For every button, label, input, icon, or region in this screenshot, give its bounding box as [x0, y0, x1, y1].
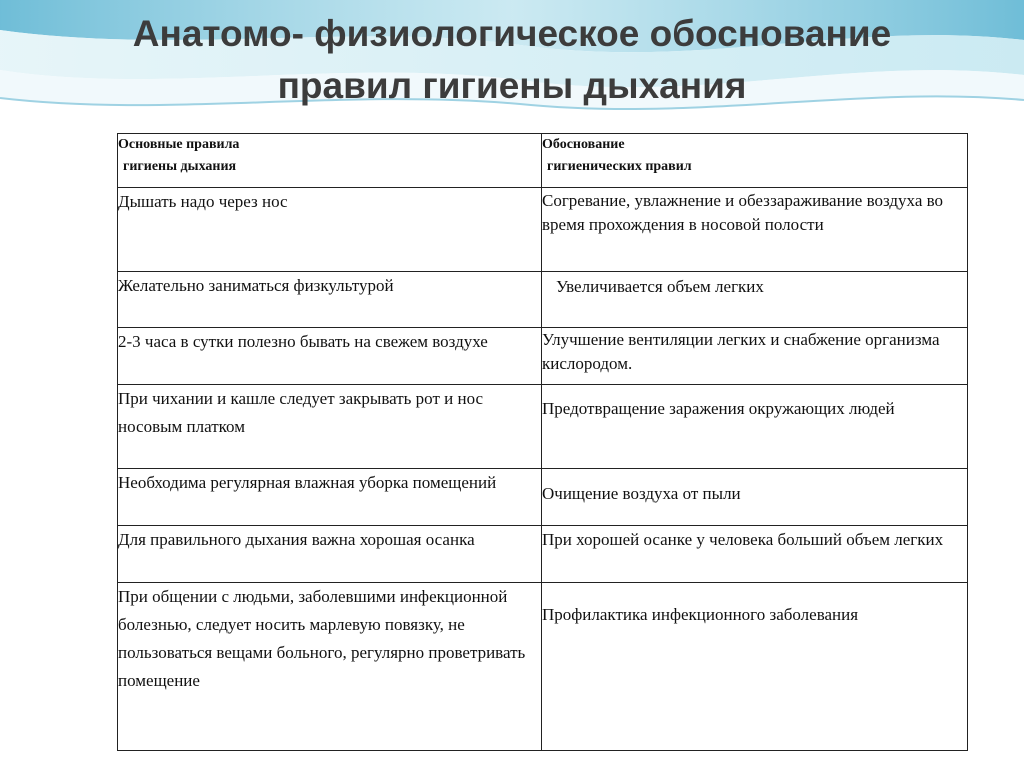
rule-cell: 2-3 часа в сутки полезно бывать на свежем воздухе	[118, 328, 542, 385]
rule-cell: Необходима регулярная влажная уборка помещений	[118, 469, 542, 526]
table-row	[118, 328, 968, 385]
reason-cell: Очищение воздуха от пыли	[542, 469, 968, 526]
rule-cell: Дышать надо через нос	[118, 188, 542, 272]
rule-cell: Для правильного дыхания важна хорошая осанка	[118, 526, 542, 583]
header-reasons-line-2: гигиенических правил	[547, 159, 692, 174]
header-rules	[118, 134, 542, 188]
rule-cell: При чихании и кашле следует закрывать рот и нос носовым платком	[118, 385, 542, 469]
slide-title	[0, 8, 1024, 112]
table-row	[118, 272, 968, 328]
table-row	[118, 188, 968, 272]
table-row	[118, 526, 968, 583]
table-row	[118, 385, 968, 469]
reason-cell: Увеличивается объем легких	[542, 272, 968, 328]
header-rules-line-2: гигиены дыхания	[123, 159, 237, 174]
header-rules-line-1: Основные правила	[118, 137, 240, 152]
header-reasons	[542, 134, 968, 188]
reason-cell: Согревание, увлажнение и обеззараживание воздуха во время прохождения в носовой полости	[542, 188, 968, 272]
reason-cell: При хорошей осанке у человека больший объем легких	[542, 526, 968, 583]
title-line-2: правил гигиены дыхания	[277, 65, 747, 106]
table-row	[118, 583, 968, 751]
table-row	[118, 469, 968, 526]
rule-cell: При общении с людьми, заболевшими инфекционной болезнью, следует носить марлевую повязку, не пользоваться вещами больного, регулярно проветривать помещение	[118, 583, 542, 751]
reason-cell: Предотвращение заражения окружающих людей	[542, 385, 968, 469]
table-header-row	[118, 134, 968, 188]
hygiene-rules-table	[117, 133, 968, 751]
title-line-1: Анатомо- физиологическое обоснование	[132, 13, 892, 54]
rule-cell: Желательно заниматься физкультурой	[118, 272, 542, 328]
header-reasons-line-1: Обоснование	[542, 137, 625, 152]
reason-cell: Профилактика инфекционного заболевания	[542, 583, 968, 751]
reason-cell: Улучшение вентиляции легких и снабжение организма кислородом.	[542, 328, 968, 385]
